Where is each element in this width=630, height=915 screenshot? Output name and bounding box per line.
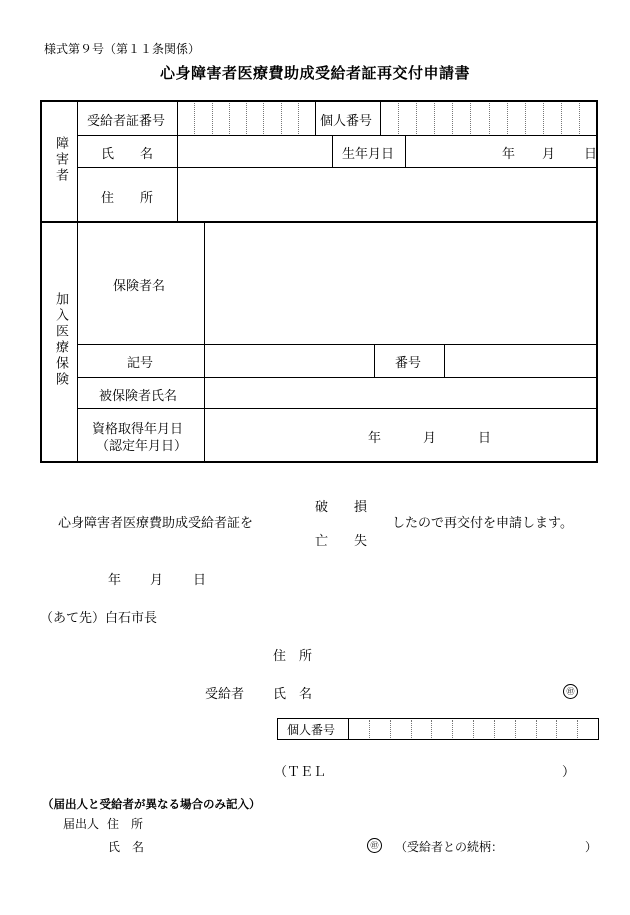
digit-separator — [494, 720, 495, 738]
number-field[interactable] — [447, 346, 594, 375]
insurer-field[interactable] — [207, 224, 594, 342]
qual-year: 年 — [368, 431, 382, 446]
cert-number-label: 受給者証番号 — [87, 114, 166, 129]
applicant-address-label: 住 所 — [273, 649, 313, 664]
applicant-my-number-label: 個人番号 — [287, 723, 336, 737]
digit-separator — [298, 103, 299, 134]
name-label: 氏 名 — [101, 147, 154, 162]
insurer-label: 保険者名 — [113, 279, 166, 294]
digit-separator — [212, 103, 213, 134]
section-label-insurance: 加入医療保険 — [53, 292, 68, 388]
form-title: 心身障害者医療費助成受給者証再交付申請書 — [159, 64, 470, 82]
notifier-label: 届出人 — [63, 817, 100, 831]
digit-separator — [489, 103, 490, 134]
symbol-field[interactable] — [207, 346, 372, 375]
digit-separator — [452, 103, 453, 134]
digit-separator — [473, 720, 474, 738]
digit-separator — [246, 103, 247, 134]
insured-name-label: 被保険者氏名 — [99, 389, 178, 404]
my-number-label: 個人番号 — [320, 114, 373, 129]
number-label: 番号 — [395, 356, 422, 371]
digit-separator — [416, 103, 417, 134]
statement-prefix: 心身障害者医療費助成受給者証を — [58, 516, 254, 531]
tel-label: （ＴＥＬ — [274, 765, 327, 780]
digit-separator — [579, 103, 580, 134]
notifier-name-label: 氏 名 — [108, 840, 145, 854]
symbol-label: 記号 — [127, 356, 154, 371]
relation-close: ） — [585, 840, 598, 854]
form-number: 様式第９号（第１１条関係） — [44, 42, 201, 56]
digit-separator — [536, 720, 537, 738]
birth-day: 日 — [584, 147, 598, 162]
address-label: 住 所 — [101, 191, 154, 206]
address-field[interactable] — [180, 170, 594, 220]
digit-separator — [470, 103, 471, 134]
digit-separator — [507, 103, 508, 134]
relation-label: （受給者との続柄： — [395, 840, 504, 854]
birth-month: 月 — [542, 147, 556, 162]
recipient-label: 受給者 — [205, 687, 245, 702]
application-year: 年 — [108, 573, 122, 588]
digit-separator — [229, 103, 230, 134]
digit-separator — [398, 103, 399, 134]
digit-separator — [390, 720, 391, 738]
digit-separator — [411, 720, 412, 738]
digit-separator — [369, 720, 370, 738]
qual-day: 日 — [478, 431, 492, 446]
digit-separator — [577, 720, 578, 738]
digit-separator — [525, 103, 526, 134]
tel-close: ） — [562, 765, 576, 780]
option-lost[interactable]: 亡 失 — [315, 534, 368, 549]
applicant-name-label: 氏 名 — [273, 687, 313, 702]
notifier-note: （届出人と受給者が異なる場合のみ記入） — [42, 797, 261, 811]
seal-icon: ㊞ — [563, 684, 578, 699]
option-damaged[interactable]: 破 損 — [315, 500, 368, 515]
digit-separator — [434, 103, 435, 134]
notifier-address-label: 住 所 — [107, 817, 144, 831]
qual-month: 月 — [423, 431, 437, 446]
digit-separator — [543, 103, 544, 134]
insured-name-field[interactable] — [207, 379, 594, 406]
digit-separator — [515, 720, 516, 738]
qualification-date-label: 資格取得年月日 — [92, 422, 184, 437]
name-field[interactable] — [180, 137, 330, 165]
digit-separator — [194, 103, 195, 134]
digit-separator — [281, 103, 282, 134]
statement-suffix: したので再交付を申請します。 — [392, 516, 573, 531]
addressee: （あて先）白石市長 — [40, 611, 158, 626]
section-label-disabled-person: 障害者 — [53, 136, 68, 184]
birthdate-label: 生年月日 — [342, 147, 395, 162]
digit-separator — [263, 103, 264, 134]
digit-separator — [556, 720, 557, 738]
digit-separator — [561, 103, 562, 134]
digit-separator — [452, 720, 453, 738]
digit-separator — [431, 720, 432, 738]
notifier-seal-icon: ㊞ — [367, 838, 382, 853]
certification-date-label: （認定年月日） — [96, 439, 188, 454]
application-day: 日 — [193, 573, 207, 588]
birth-year: 年 — [502, 147, 516, 162]
application-month: 月 — [150, 573, 164, 588]
